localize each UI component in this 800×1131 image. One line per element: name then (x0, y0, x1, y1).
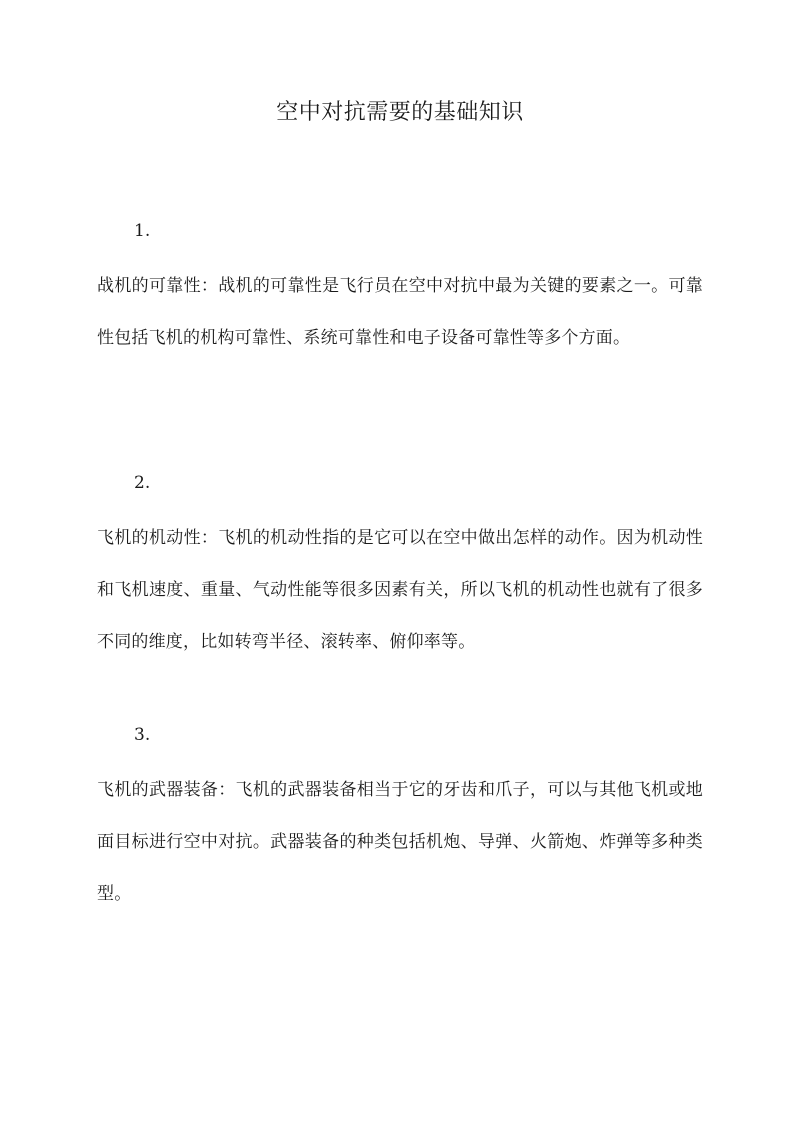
section-number: 3. (134, 725, 151, 745)
section-paragraph: 飞机的武器装备：飞机的武器装备相当于它的牙齿和爪子，可以与其他飞机或地面目标进行空中对抗。武器装备的种类包括机炮、导弹、火箭炮、炸弹等多种类型。 (97, 780, 703, 904)
section-paragraph: 飞机的机动性：飞机的机动性指的是它可以在空中做出怎样的动作。因为机动性和飞机速度、重量、气动性能等很多因素有关，所以飞机的机动性也就有了很多不同的维度，比如转弯半径、滚转率、俯仰率等。 (97, 528, 703, 652)
section-number: 1. (134, 221, 151, 241)
section-2 (97, 470, 703, 668)
section-3 (97, 722, 703, 920)
section-number: 2. (134, 473, 151, 493)
page-title: 空中对抗需要的基础知识 (276, 100, 524, 125)
section-paragraph: 战机的可靠性：战机的可靠性是飞行员在空中对抗中最为关键的要素之一。可靠性包括飞机的机构可靠性、系统可靠性和电子设备可靠性等多个方面。 (97, 276, 703, 348)
section-1 (97, 218, 703, 364)
